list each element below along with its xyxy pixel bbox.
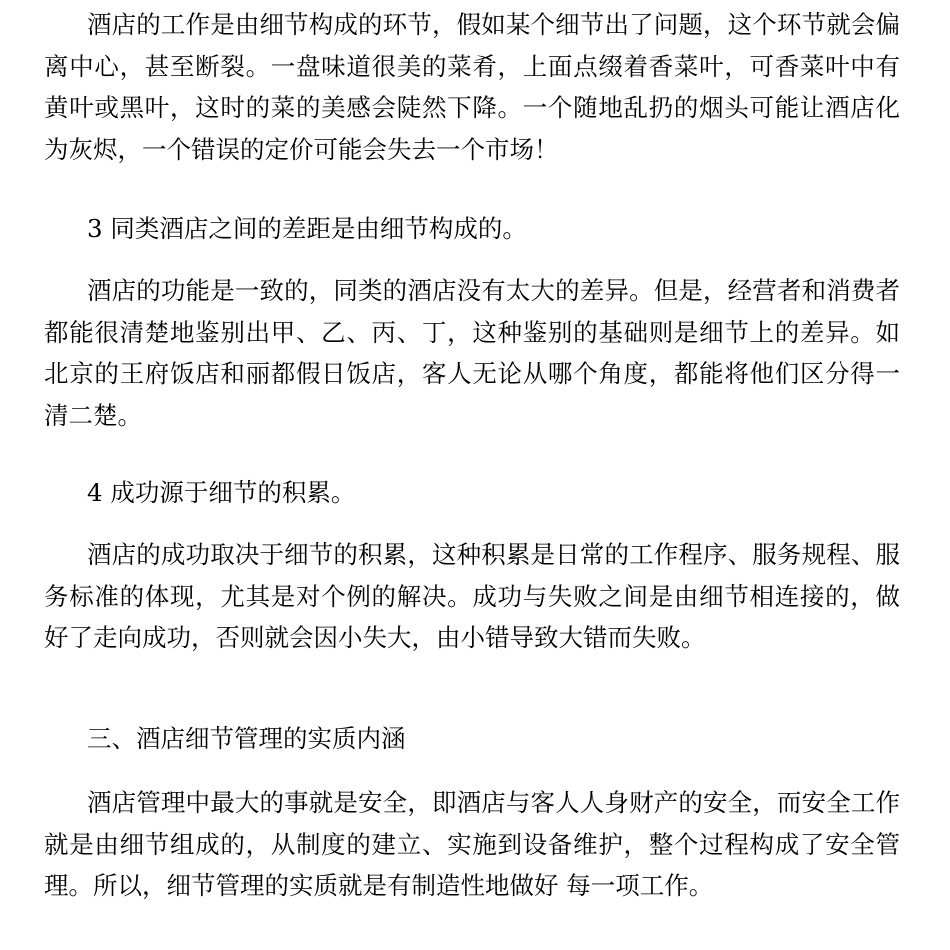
section-heading-3: 三、酒店细节管理的实质内涵 — [87, 724, 406, 753]
paragraph-details-chain: 酒店的工作是由细节构成的环节，假如某个细节出了问题，这个环节就会偏离中心，甚至断裂。一盘味道很美的菜肴，上面点缀着香菜叶，可香菜叶中有黄叶或黑叶，这时的菜的美感会陡然下降。一个随地乱扔的烟头可能让酒店化为灰烬，一个错误的定价可能会失去一个市场！ — [44, 10, 900, 164]
paragraph-safety-management: 酒店管理中最大的事就是安全，即酒店与客人人身财产的安全，而安全工作就是由细节组成的，从制度的建立、实施到设备维护，整个过程构成了安全管理。所以，细节管理的实质就是有制造性地做好 每一项工作。 — [44, 788, 900, 900]
heading-point-3: 3 同类酒店之间的差距是由细节构成的。 — [87, 214, 527, 243]
heading-point-4: 4 成功源于细节的积累。 — [87, 478, 356, 507]
paragraph-success-accumulation: 酒店的成功取决于细节的积累，这种积累是日常的工作程序、服务规程、服务标准的体现，尤其是对个例的解决。成功与失败之间是由细节相连接的，做好了走向成功，否则就会因小失大，由小错导致大错而失败。 — [44, 540, 900, 652]
paragraph-hotel-differences: 酒店的功能是一致的，同类的酒店没有太大的差异。但是，经营者和消费者都能很清楚地鉴别出甲、乙、丙、丁，这种鉴别的基础则是细节上的差异。如北京的王府饭店和丽都假日饭店，客人无论从哪个角度，都能将他们区分得一清二楚。 — [44, 276, 900, 430]
